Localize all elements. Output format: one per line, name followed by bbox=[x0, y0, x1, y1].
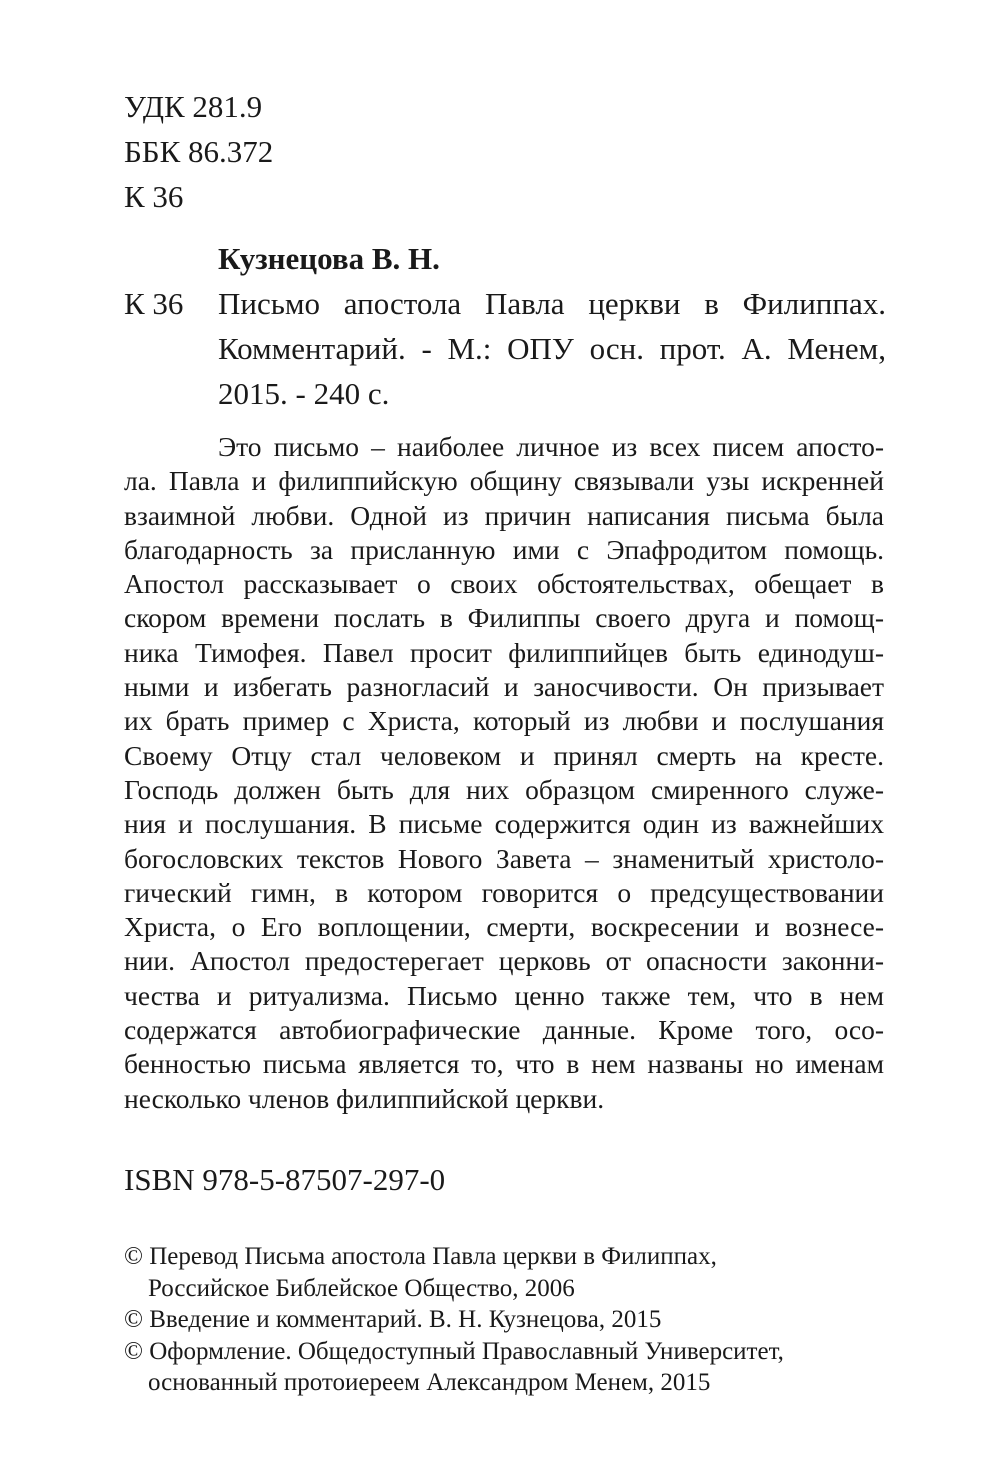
abstract-line: благодарность за присланную ими с Эпафродитом помощь. bbox=[124, 533, 884, 565]
abstract-line: Господь должен быть для них образцом смиренного служе- bbox=[124, 773, 884, 805]
abstract-paragraph bbox=[124, 430, 884, 1116]
abstract-line: скором времени послать в Филиппы своего друга и помощ- bbox=[124, 602, 884, 634]
bibliographic-description bbox=[218, 281, 886, 416]
copyright-notices bbox=[124, 1241, 784, 1399]
copyright-commentary: © Введение и комментарий. В. Н. Кузнецова, 2015 bbox=[124, 1306, 662, 1333]
copyright-design-holder: основанный протоиереем Александром Менем, 2015 bbox=[148, 1369, 711, 1396]
abstract-line: Своему Отцу стал человеком и принял смерть на кресте. bbox=[124, 739, 884, 771]
bibliographic-code: К 36 bbox=[124, 286, 184, 321]
abstract-line: ными и избегать разногласий и заносчивости. Он призывает bbox=[124, 671, 884, 703]
udk-code: УДК 281.9 bbox=[124, 89, 263, 124]
bbk-code: ББК 86.372 bbox=[124, 134, 274, 169]
abstract-line: их брать пример с Христа, который из любви и послушания bbox=[124, 705, 884, 737]
abstract-line: гический гимн, в котором говорится о предсуществовании bbox=[124, 876, 884, 908]
abstract-line: содержатся автобиографические данные. Кроме того, осо- bbox=[124, 1014, 884, 1046]
classification-codes bbox=[124, 84, 273, 219]
copyright-translation: © Перевод Письма апостола Павла церкви в Филиппах, bbox=[124, 1243, 717, 1270]
abstract-line: Христа, о Его воплощении, смерти, воскресении и вознесе- bbox=[124, 911, 884, 943]
abstract-line: взаимной любви. Одной из причин написания письма была bbox=[124, 499, 884, 531]
abstract-line: ла. Павла и филиппийскую общину связывали узы искренней bbox=[124, 465, 884, 497]
abstract-line: Это письмо – наиболее личное из всех писем апосто- bbox=[218, 431, 884, 462]
author-name: Кузнецова В. Н. bbox=[218, 241, 440, 276]
author-mark: К 36 bbox=[124, 179, 184, 214]
abstract-line: нии. Апостол предостерегает церковь от опасности законни- bbox=[124, 945, 884, 977]
bib-line: Комментарий. - М.: ОПУ осн. прот. А. Менем, bbox=[218, 331, 886, 366]
abstract-line: бенностью письма является то, что в нем названы но именам bbox=[124, 1048, 884, 1080]
abstract-line: богословских текстов Нового Завета – знаменитый христоло- bbox=[124, 842, 884, 874]
abstract-line: несколько членов филиппийской церкви. bbox=[124, 1082, 605, 1114]
abstract-line: Апостол рассказывает о своих обстоятельствах, обещает в bbox=[124, 568, 884, 600]
copyright-translation-holder: Российское Библейское Общество, 2006 bbox=[148, 1274, 575, 1302]
abstract-line: ника Тимофея. Павел просит филиппийцев быть единодуш- bbox=[124, 636, 884, 668]
bib-line: Письмо апостола Павла церкви в Филиппах. bbox=[218, 286, 886, 321]
copyright-design: © Оформление. Общедоступный Православный Университет, bbox=[124, 1337, 784, 1365]
bib-line: 2015. - 240 с. bbox=[218, 376, 390, 411]
abstract-line: ния и послушания. В письме содержится один из важнейших bbox=[124, 808, 884, 840]
isbn: ISBN 978-5-87507-297-0 bbox=[124, 1162, 446, 1197]
abstract-line: чества и ритуализма. Письмо ценно также тем, что в нем bbox=[124, 979, 884, 1011]
